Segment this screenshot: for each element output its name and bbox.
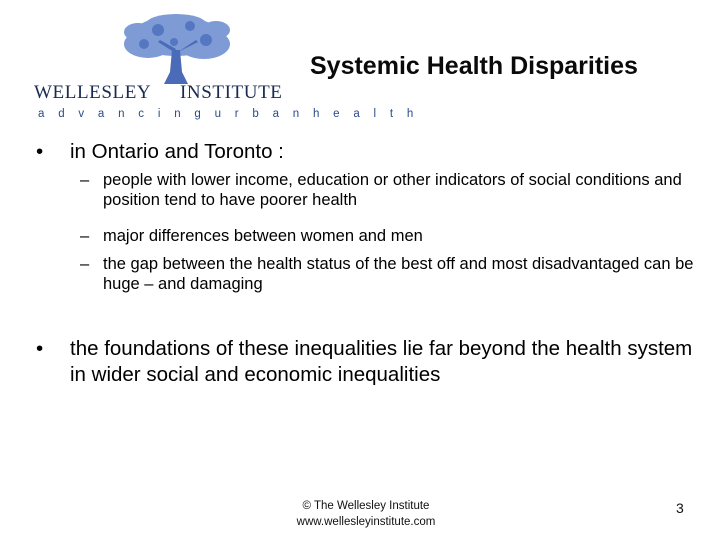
footer-url: www.wellesleyinstitute.com — [296, 516, 436, 528]
bullet-marker: • — [36, 337, 44, 360]
sub-bullet-marker: – — [80, 227, 90, 245]
wellesley-institute-logo — [34, 14, 419, 120]
bullet-text: the foundations of these inequalities lie far beyond the health system in wider social and economic inequalities — [70, 337, 693, 386]
sub-bullet-text: major differences between women and men — [103, 227, 423, 245]
logo-name-institute: INSTITUTE — [180, 82, 283, 103]
footer — [286, 498, 446, 530]
sub-bullet-marker: – — [80, 171, 90, 189]
slide-title: Systemic Health Disparities — [310, 52, 638, 80]
bullet-text: in Ontario and Toronto : — [70, 140, 284, 163]
logo-tagline: a d v a n c i n g u r b a n h e a l t h — [38, 108, 419, 120]
footer-copyright: © The Wellesley Institute — [302, 500, 430, 512]
logo-name-wellesley: WELLESLEY — [34, 82, 152, 103]
sub-bullet-text: people with lower income, education or other indicators of social conditions and position tend to have poorer health — [103, 171, 682, 209]
bullet-marker: • — [36, 140, 44, 163]
page-number: 3 — [676, 500, 684, 516]
sub-bullet-text: the gap between the health status of the best off and most disadvantaged can be huge – and damaging — [103, 255, 694, 293]
sub-bullet-marker: – — [80, 255, 90, 273]
